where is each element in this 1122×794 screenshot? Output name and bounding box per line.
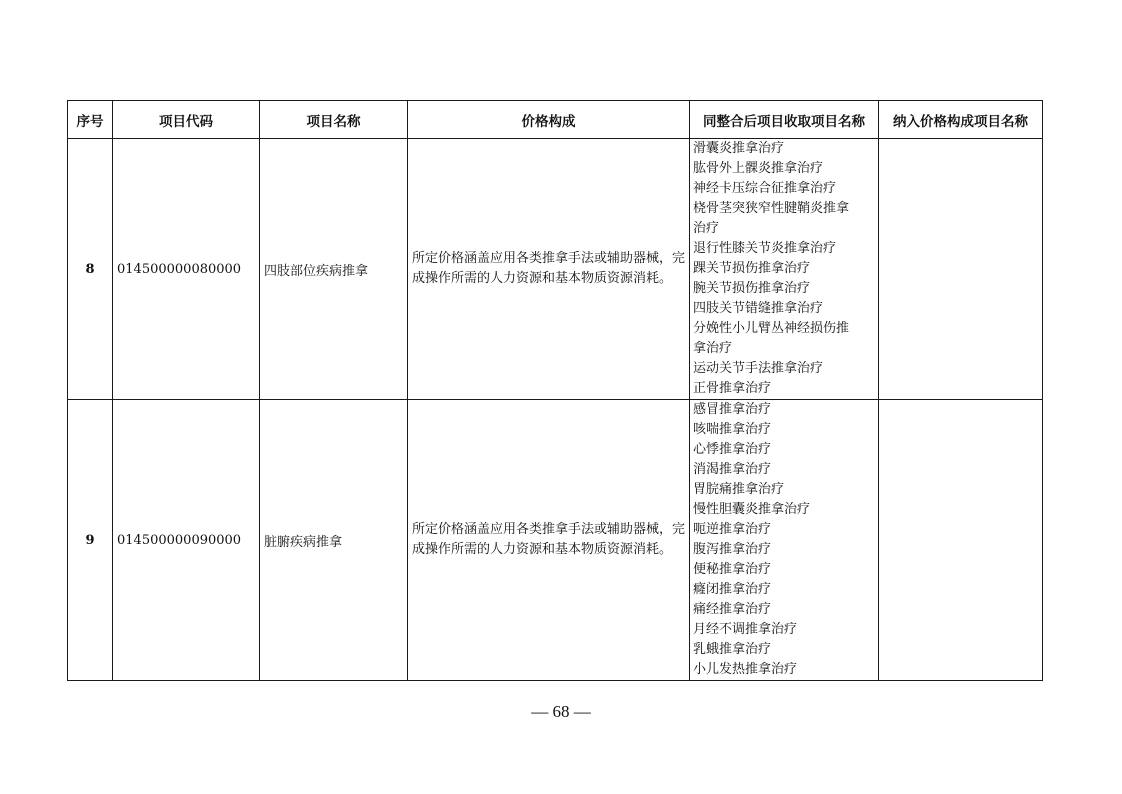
merged-item: 呃逆推拿治疗 xyxy=(693,522,772,537)
header-name: 项目名称 xyxy=(260,101,408,139)
merged-item: 踝关节损伤推拿治疗 xyxy=(693,261,811,276)
merged-item: 小儿发热推拿治疗 xyxy=(693,662,798,677)
merged-item: 慢性胆囊炎推拿治疗 xyxy=(693,502,811,517)
row-code: 014500000090000 xyxy=(113,400,260,681)
row-included-items xyxy=(879,139,1043,400)
header-price: 价格构成 xyxy=(408,101,690,139)
merged-item: 感冒推拿治疗 xyxy=(693,402,772,417)
merged-item: 桡骨茎突狭窄性腱鞘炎推拿 xyxy=(693,201,850,216)
merged-item: 四肢关节错缝推拿治疗 xyxy=(693,301,824,316)
row-merged-items xyxy=(690,400,879,681)
merged-item: 滑囊炎推拿治疗 xyxy=(693,141,785,156)
row-seq: 9 xyxy=(68,400,113,681)
header-merged-items: 同整合后项目收取项目名称 xyxy=(690,101,879,139)
page-number: — 68 — xyxy=(531,702,591,721)
row-merged-items xyxy=(690,139,879,400)
merged-item: 乳蛾推拿治疗 xyxy=(693,642,772,657)
table-header-row xyxy=(68,101,1043,139)
price-table xyxy=(67,100,1043,681)
merged-item: 拿治疗 xyxy=(693,341,733,356)
merged-item: 癃闭推拿治疗 xyxy=(693,582,772,597)
row-name: 脏腑疾病推拿 xyxy=(260,400,408,681)
row-price: 所定价格涵盖应用各类推拿手法或辅助器械，完成操作所需的人力资源和基本物质资源消耗。 xyxy=(408,139,690,400)
merged-item: 腹泻推拿治疗 xyxy=(693,542,772,557)
merged-item: 退行性膝关节炎推拿治疗 xyxy=(693,241,837,256)
row-price: 所定价格涵盖应用各类推拿手法或辅助器械，完成操作所需的人力资源和基本物质资源消耗。 xyxy=(408,400,690,681)
row-name: 四肢部位疾病推拿 xyxy=(260,139,408,400)
merged-item: 运动关节手法推拿治疗 xyxy=(693,361,824,376)
merged-item: 腕关节损伤推拿治疗 xyxy=(693,281,811,296)
merged-item: 便秘推拿治疗 xyxy=(693,562,772,577)
merged-item: 分娩性小儿臂丛神经损伤推 xyxy=(693,321,850,336)
row-code: 014500000080000 xyxy=(113,139,260,400)
table-row xyxy=(68,400,1043,681)
merged-item: 神经卡压综合征推拿治疗 xyxy=(693,181,837,196)
row-included-items xyxy=(879,400,1043,681)
merged-item: 正骨推拿治疗 xyxy=(693,381,772,396)
merged-item: 胃脘痛推拿治疗 xyxy=(693,482,785,497)
header-seq: 序号 xyxy=(68,101,113,139)
merged-item: 消渴推拿治疗 xyxy=(693,462,772,477)
header-code: 项目代码 xyxy=(113,101,260,139)
merged-item: 痛经推拿治疗 xyxy=(693,602,772,617)
merged-item: 治疗 xyxy=(693,221,720,236)
merged-item: 心悸推拿治疗 xyxy=(693,442,772,457)
header-included-items: 纳入价格构成项目名称 xyxy=(879,101,1043,139)
merged-item: 咳喘推拿治疗 xyxy=(693,422,772,437)
merged-item: 月经不调推拿治疗 xyxy=(693,622,798,637)
merged-item: 肱骨外上髁炎推拿治疗 xyxy=(693,161,824,176)
table-row xyxy=(68,139,1043,400)
row-seq: 8 xyxy=(68,139,113,400)
